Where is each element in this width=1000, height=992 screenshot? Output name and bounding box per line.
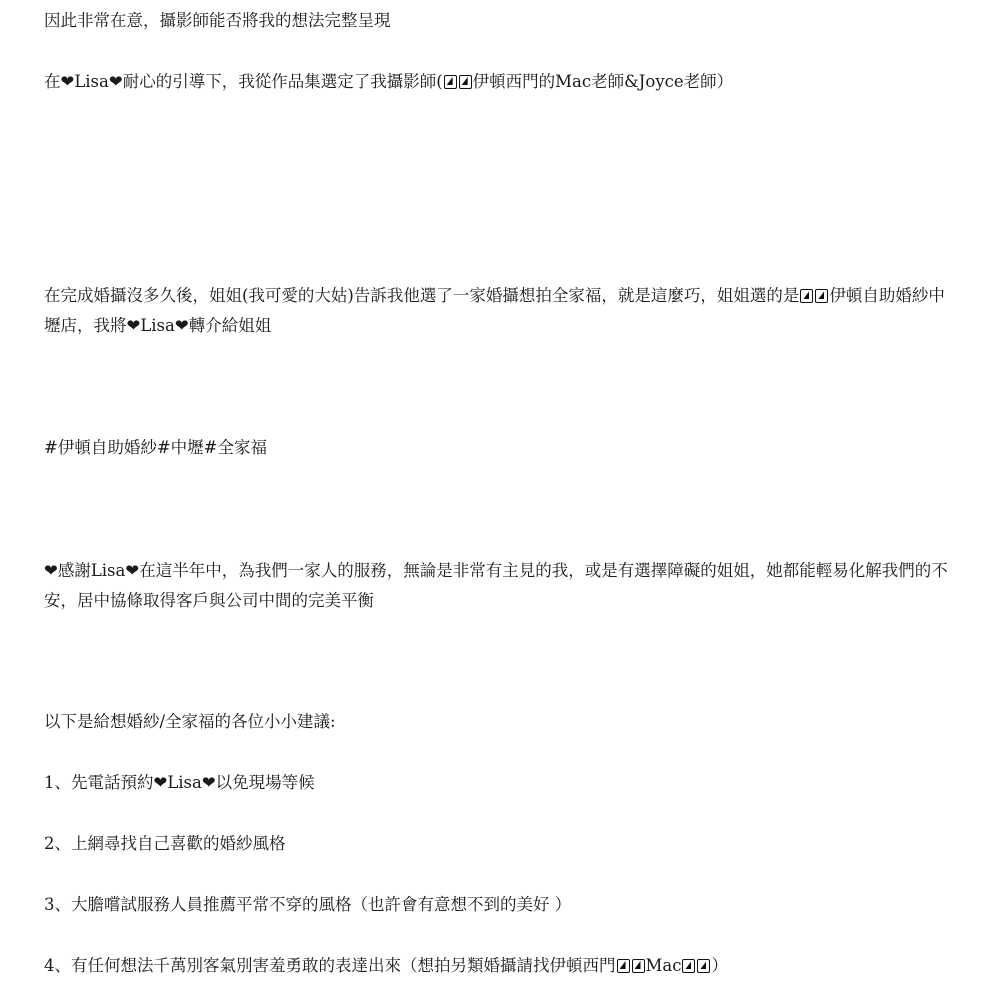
tip-item-4 — [44, 951, 959, 981]
paragraph-hashtags — [44, 433, 959, 463]
paragraph-family-photo — [44, 281, 959, 341]
tip-text: Mac — [645, 956, 682, 975]
paragraph-intro — [44, 6, 959, 36]
paragraph-text: ❤感謝Lisa❤在這半年中，為我們一家人的服務，無論是非常有主見的我，或是有選擇障礙的姐姐，她都能輕易化解我們的不安，居中協條取得客戶與公司中間的完美平衡 — [44, 561, 948, 610]
tip-text: 1、先電話預約❤Lisa❤以免現場等候 — [44, 773, 315, 792]
paragraph-text: 在❤Lisa❤耐心的引導下，我從作品集選定了我攝影師( — [44, 72, 443, 91]
tip-text: 2、上網尋找自己喜歡的婚紗風格 — [44, 834, 286, 853]
paragraph-text: 在完成婚攝沒多久後，姐姐(我可愛的大姑)告訴我他選了一家婚攝想拍全家福，就是這麼巧，姐姐選的是 — [44, 286, 800, 305]
tip-item-3 — [44, 890, 959, 920]
paragraph-thanks — [44, 556, 959, 616]
pencil-box-icon — [682, 959, 695, 973]
tip-text: 3、大膽嚐試服務人員推薦平常不穿的風格（也許會有意想不到的美好 ） — [44, 895, 572, 914]
paragraph-text: 伊頓西門的Mac老師&Joyce老師） — [472, 72, 734, 91]
pencil-box-icon — [617, 959, 630, 973]
hashtag-text: #伊頓自助婚紗#中壢#全家福 — [44, 438, 267, 457]
paragraph-text: 因此非常在意，攝影師能否將我的想法完整呈現 — [44, 11, 391, 30]
tip-text: ） — [711, 956, 728, 975]
tip-text: 4、有任何想法千萬別客氣別害羞勇敢的表達出來（想拍另類婚攝請找伊頓西門 — [44, 956, 616, 975]
paragraph-text: 伊頓自助婚紗中壢店，我將❤Lisa❤轉介給姐姐 — [44, 286, 945, 335]
pencil-box-icon — [815, 289, 828, 303]
paragraph-text: 以下是給想婚紗/全家福的各位小小建議: — [44, 712, 336, 731]
pencil-box-icon — [697, 959, 710, 973]
pencil-box-icon — [632, 959, 645, 973]
paragraph-tips-intro — [44, 707, 959, 737]
tip-item-1 — [44, 768, 959, 798]
pencil-box-icon — [800, 289, 813, 303]
pencil-box-icon — [459, 75, 472, 89]
tip-item-2 — [44, 829, 959, 859]
pencil-box-icon — [444, 75, 457, 89]
paragraph-photographer — [44, 67, 959, 97]
